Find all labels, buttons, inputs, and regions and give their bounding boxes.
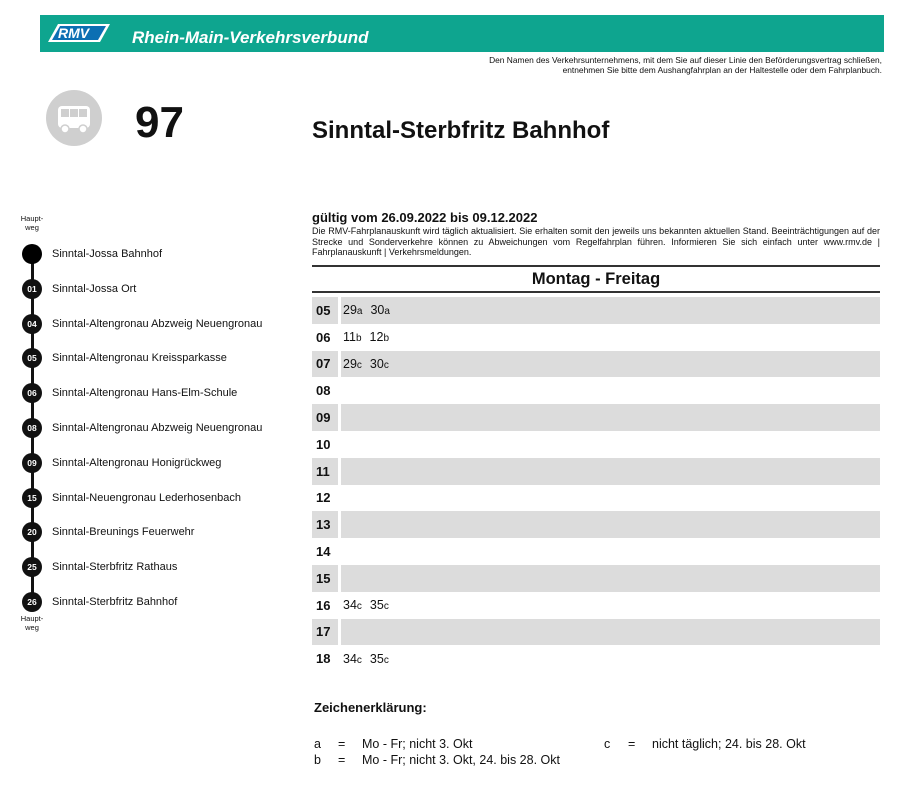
footnote-marker: c xyxy=(356,654,362,666)
legend-text: Mo - Fr; nicht 3. Okt, 24. bis 28. Okt xyxy=(362,753,560,767)
divider xyxy=(312,265,880,267)
timetable-row xyxy=(312,645,880,672)
footnote-marker: c xyxy=(356,359,362,371)
departure-time: 34c xyxy=(343,651,362,666)
footnote-marker: a xyxy=(384,306,390,318)
departure-time: 29c xyxy=(343,356,362,371)
stop-marker: 08 xyxy=(22,418,42,438)
stop-name: Sinntal-Altengronau Honigrückweg xyxy=(52,456,222,469)
departures-cell xyxy=(341,431,880,458)
stop-name: Sinntal-Jossa Ort xyxy=(52,282,137,295)
stop-name: Sinntal-Jossa Bahnhof xyxy=(52,248,163,260)
line-number: 97 xyxy=(135,98,184,147)
timetable-row xyxy=(312,619,880,646)
departure-time: 29a xyxy=(343,303,363,318)
brand-name: Rhein-Main-Verkehrsverbund xyxy=(132,28,369,47)
info-text: Die RMV-Fahrplanauskunft wird täglich aktualisiert. Sie erhalten somit den jeweils uns bekannten aktuellen Stand. Beeinträchtigungen auf der Strecke und Sonderverkehre können zu Abweichungen vom Regelfahrplan führen. Informieren Sie sich einfach unter www.rmv.de | Fahrplanauskunft | Verkehrsmeldungen. xyxy=(312,226,880,258)
stop-marker: 01 xyxy=(22,279,42,299)
stop-marker: 04 xyxy=(22,314,42,334)
hour-label: 06 xyxy=(316,329,331,345)
header-note-line-2: entnehmen Sie bitte dem Aushangfahrplan an der Haltestelle oder dem Fahrplanbuch. xyxy=(562,65,882,75)
stop-name: Sinntal-Sterbfritz Bahnhof xyxy=(52,596,178,608)
timetable-row xyxy=(312,431,880,458)
divider xyxy=(312,291,880,293)
footnote-marker: a xyxy=(356,306,363,318)
legend-equals: = xyxy=(338,753,346,767)
stop-marker: 09 xyxy=(22,453,42,473)
legend-key: c xyxy=(604,737,611,751)
footnote-marker: c xyxy=(383,601,389,613)
stop-marker: 20 xyxy=(22,522,42,542)
legend-item xyxy=(314,737,472,752)
departures-cell xyxy=(341,351,880,378)
legend-text: Mo - Fr; nicht 3. Okt xyxy=(362,737,473,751)
stop-name: Sinntal-Altengronau Abzweig Neuengronau xyxy=(52,317,263,330)
departures-cell xyxy=(341,485,880,512)
main-route-label-bottom: Haupt- weg xyxy=(20,614,44,632)
hour-label: 15 xyxy=(312,565,338,592)
timetable-row xyxy=(312,297,880,324)
hour-label: 14 xyxy=(316,544,331,560)
day-type-title: Montag - Freitag xyxy=(531,270,661,288)
footnote-marker: b xyxy=(355,333,362,345)
stop-marker: 26 xyxy=(22,592,42,612)
timetable-row xyxy=(312,538,880,565)
logo-text: RMV xyxy=(58,25,90,41)
footnote-marker: c xyxy=(383,654,389,666)
hour-label: 17 xyxy=(312,619,338,646)
header-note-line-1: Den Namen des Verkehrsunternehmens, mit dem Sie auf dieser Linie den Beförderungsvertrag schließen, xyxy=(489,55,882,65)
departures-cell xyxy=(341,297,880,324)
hour-label: 09 xyxy=(312,404,338,431)
departure-time: 30a xyxy=(370,303,390,318)
timetable-row xyxy=(312,565,880,592)
departures-cell xyxy=(341,592,880,619)
main-route-label-top: Haupt- weg xyxy=(20,214,44,232)
hour-label: 11 xyxy=(312,458,338,485)
departures-cell xyxy=(341,538,880,565)
stop-name: Sinntal-Neuengronau Lederhosenbach xyxy=(52,491,241,504)
timetable-row xyxy=(312,377,880,404)
validity-period: gültig vom 26.09.2022 bis 09.12.2022 xyxy=(312,210,538,225)
stop-marker: 05 xyxy=(22,348,42,368)
hour-label: 08 xyxy=(316,383,331,399)
hour-label: 07 xyxy=(312,351,338,378)
departures-cell xyxy=(341,324,880,351)
legend-item xyxy=(604,737,806,752)
timetable-row xyxy=(312,324,880,351)
footnote-marker: c xyxy=(356,601,362,613)
rmv-logo xyxy=(44,22,114,44)
stop-name: Sinntal-Sterbfritz Rathaus xyxy=(52,561,178,574)
legend-text: nicht täglich; 24. bis 28. Okt xyxy=(652,737,806,751)
footnote-marker: c xyxy=(383,359,389,371)
hour-label: 12 xyxy=(316,490,331,506)
timetable-row xyxy=(312,351,880,378)
timetable-row xyxy=(312,404,880,431)
departures-cell xyxy=(341,565,880,592)
departures-cell xyxy=(341,377,880,404)
hour-label: 13 xyxy=(312,511,338,538)
departure-time: 35c xyxy=(369,651,389,666)
departures-cell xyxy=(341,511,880,538)
legend-equals: = xyxy=(338,737,346,751)
departures-cell xyxy=(341,645,880,672)
stop-marker: 25 xyxy=(22,557,42,577)
departure-time: 35c xyxy=(369,598,389,613)
timetable-row xyxy=(312,485,880,512)
departures-cell xyxy=(341,404,880,431)
stop-marker xyxy=(22,244,42,264)
departures-cell xyxy=(341,619,880,646)
departure-time: 11b xyxy=(343,330,362,345)
stop-name: Sinntal-Altengronau Hans-Elm-Schule xyxy=(52,387,238,400)
timetable-grid xyxy=(312,297,880,672)
timetable-row xyxy=(312,511,880,538)
hour-label: 05 xyxy=(312,297,338,324)
stop-marker: 15 xyxy=(22,488,42,508)
destination-title: Sinntal-Sterbfritz Bahnhof xyxy=(312,117,610,144)
departures-cell xyxy=(341,458,880,485)
footnote-marker: b xyxy=(383,333,390,345)
legend-key: a xyxy=(314,737,321,751)
stop-name: Sinntal-Breunings Feuerwehr xyxy=(52,526,195,539)
hour-label: 16 xyxy=(316,597,331,613)
bus-icon xyxy=(46,90,102,146)
departure-time: 12b xyxy=(369,330,390,345)
stop-name: Sinntal-Altengronau Abzweig Neuengronau xyxy=(52,422,263,434)
departure-time: 34c xyxy=(343,598,362,613)
hour-label: 10 xyxy=(316,436,331,452)
stop-name: Sinntal-Altengronau Kreissparkasse xyxy=(52,352,227,365)
legend-title: Zeichenerklärung: xyxy=(314,700,427,715)
legend-key: b xyxy=(314,753,321,767)
stop-marker: 06 xyxy=(22,383,42,403)
legend-item xyxy=(314,753,560,768)
timetable-row xyxy=(312,458,880,485)
legend-equals: = xyxy=(628,737,636,751)
timetable-row xyxy=(312,592,880,619)
hour-label: 18 xyxy=(316,651,331,667)
departure-time: 30c xyxy=(369,356,389,371)
